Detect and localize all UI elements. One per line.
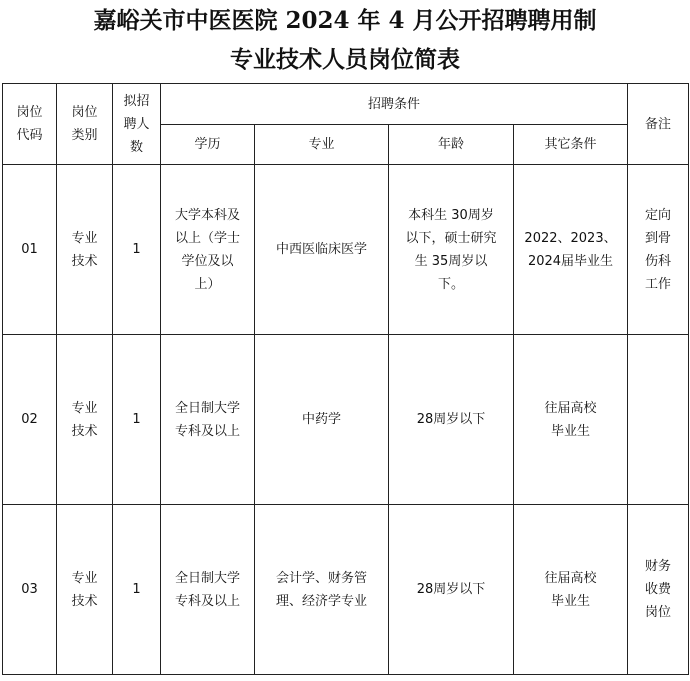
- cell-count: 1: [113, 165, 161, 335]
- table-row: [3, 335, 689, 505]
- cell-remark: 定向 到骨 伤科 工作: [628, 165, 689, 335]
- cell-other: 2022、2023、 2024届毕业生: [514, 165, 628, 335]
- cell-category: 专业 技术: [57, 335, 113, 505]
- positions-table: [2, 83, 689, 675]
- header-education: 学历: [161, 125, 255, 165]
- cell-major: 中西医临床医学: [255, 165, 389, 335]
- cell-code: 02: [3, 335, 57, 505]
- cell-remark: 财务 收费 岗位: [628, 505, 689, 675]
- document-title-line2: 专业技术人员岗位简表: [230, 46, 460, 73]
- table-row: [3, 505, 689, 675]
- document-title-line1: 嘉峪关市中医医院 2024 年 4 月公开招聘聘用制: [93, 7, 597, 34]
- header-major: 专业: [255, 125, 389, 165]
- table-header-row: [3, 84, 689, 125]
- cell-age: 28周岁以下: [389, 335, 514, 505]
- header-conditions: 招聘条件: [161, 84, 628, 125]
- cell-education: 全日制大学 专科及以上: [161, 335, 255, 505]
- cell-age: 28周岁以下: [389, 505, 514, 675]
- cell-code: 03: [3, 505, 57, 675]
- cell-other: 往届高校 毕业生: [514, 505, 628, 675]
- header-category: 岗位 类别: [57, 84, 113, 165]
- cell-major: 会计学、财务管 理、经济学专业: [255, 505, 389, 675]
- cell-major: 中药学: [255, 335, 389, 505]
- cell-other: 往届高校 毕业生: [514, 335, 628, 505]
- cell-count: 1: [113, 335, 161, 505]
- header-count: 拟招 聘人 数: [113, 84, 161, 165]
- header-other: 其它条件: [514, 125, 628, 165]
- cell-code: 01: [3, 165, 57, 335]
- cell-education: 大学本科及 以上（学士 学位及以 上）: [161, 165, 255, 335]
- cell-count: 1: [113, 505, 161, 675]
- header-age: 年龄: [389, 125, 514, 165]
- cell-age: 本科生 30周岁 以下，硕士研究 生 35周岁以 下。: [389, 165, 514, 335]
- cell-remark: [628, 335, 689, 505]
- table-row: [3, 165, 689, 335]
- cell-category: 专业 技术: [57, 505, 113, 675]
- cell-education: 全日制大学 专科及以上: [161, 505, 255, 675]
- header-remark: 备注: [628, 84, 689, 165]
- header-code: 岗位 代码: [3, 84, 57, 165]
- cell-category: 专业 技术: [57, 165, 113, 335]
